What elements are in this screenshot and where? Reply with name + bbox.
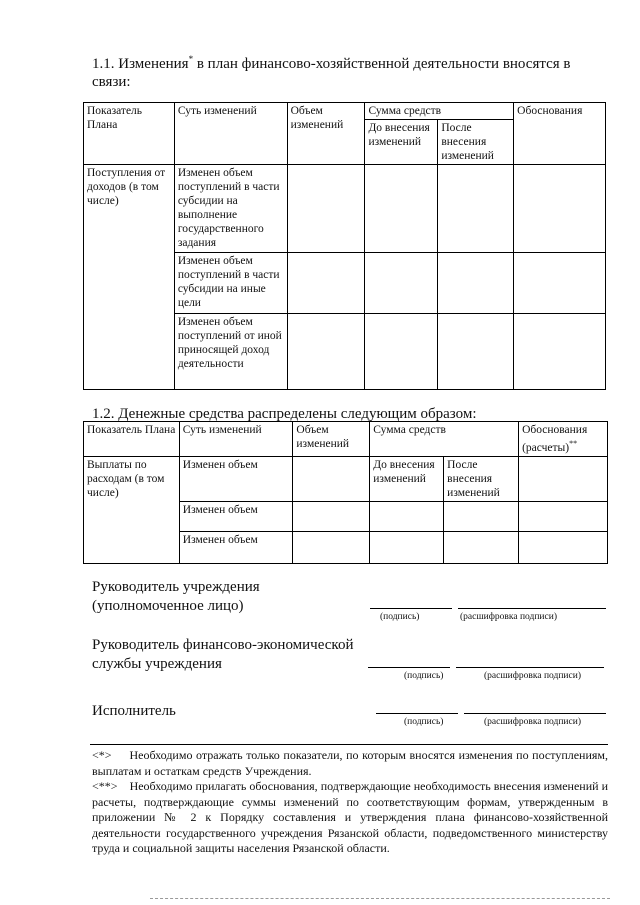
header-volume: Объем изменений xyxy=(287,103,365,165)
executor-decoding-line xyxy=(464,713,606,714)
volume-cell xyxy=(293,456,370,501)
justification-cell xyxy=(514,314,606,390)
change-cell: Изменен объем поступлений в части субсидии на иные цели xyxy=(174,253,287,314)
finance-label-line2: службы учреждения xyxy=(92,656,222,672)
volume-cell xyxy=(287,253,365,314)
after-cell xyxy=(438,165,514,253)
after-cell xyxy=(444,501,519,531)
executor-signature-line xyxy=(376,713,458,714)
section-1-heading xyxy=(92,50,602,91)
change-cell: Изменен объем xyxy=(179,531,293,563)
footnote-double-star-mark: ** xyxy=(569,439,578,448)
before-cell xyxy=(365,314,438,390)
volume-cell xyxy=(293,531,370,563)
justification-cell xyxy=(519,456,608,501)
header-indicator: Показатель Плана xyxy=(84,103,175,165)
executor-decoding-caption: (расшифровка подписи) xyxy=(484,717,581,727)
head-label-line1: Руководитель учреждения xyxy=(92,579,260,595)
after-cell xyxy=(444,531,519,563)
after-cell xyxy=(438,314,514,390)
section-1-heading-line2: связи: xyxy=(92,74,131,90)
change-cell: Изменен объем xyxy=(179,501,293,531)
head-of-institution-label xyxy=(92,578,260,616)
justification-cell xyxy=(514,165,606,253)
header-sum: Сумма средств xyxy=(365,103,514,120)
section-1-heading-prefix: 1.1. Изменения xyxy=(92,56,189,72)
justification-cell xyxy=(514,253,606,314)
finance-label-line1: Руководитель финансово-экономической xyxy=(92,637,354,653)
footnote-2-mark: <**> xyxy=(92,779,118,793)
finance-decoding-line xyxy=(456,667,604,668)
head-signature-line xyxy=(370,608,452,609)
section-2-heading: 1.2. Денежные средства распределены следующим образом: xyxy=(92,406,477,422)
footnote-2-text: Необходимо прилагать обоснования, подтверждающие необходимость внесения изменений и расчеты, подтверждающие суммы изменений по соответствующим формам, утвержденным в приложении № 2 к Порядку составления и утверждения плана финансово-хозяйственной деятельности государственного учреждения Рязанской области, подведомственного министерству труда и социальной защиты населения Рязанской области. xyxy=(92,779,608,855)
row-label-income: Поступления от доходов (в том числе) xyxy=(84,165,175,390)
footnote-1 xyxy=(92,748,608,779)
head-label-line2: (уполномоченное лицо) xyxy=(92,598,244,614)
section-1-heading-rest: в план финансово-хозяйственной деятельности вносятся в xyxy=(196,56,571,72)
volume-cell xyxy=(293,501,370,531)
header-before: До внесения изменений xyxy=(365,120,438,165)
before-cell xyxy=(365,253,438,314)
footnote-1-text: Необходимо отражать только показатели, по которым вносятся изменения по поступлениям, выплатам и остаткам средств Учреждения. xyxy=(92,748,609,778)
footnote-divider xyxy=(90,744,608,745)
justification-cell xyxy=(519,531,608,563)
finance-decoding-caption: (расшифровка подписи) xyxy=(484,671,581,681)
justification-cell xyxy=(519,501,608,531)
header-essence: Суть изменений xyxy=(179,422,293,457)
row-label-expenses: Выплаты по расходам (в том числе) xyxy=(84,456,180,563)
change-cell: Изменен объем xyxy=(179,456,293,501)
before-cell xyxy=(370,531,444,563)
finance-signature-caption: (подпись) xyxy=(404,671,444,681)
head-decoding-caption: (расшифровка подписи) xyxy=(460,612,557,622)
header-justification-cell xyxy=(519,422,608,457)
header-after: После внесения изменений xyxy=(438,120,514,165)
volume-cell xyxy=(287,314,365,390)
header-volume: Объем изменений xyxy=(293,422,370,457)
footnote-star-mark: * xyxy=(188,54,194,64)
header-indicator: Показатель Плана xyxy=(84,422,180,457)
executor-label: Исполнитель xyxy=(92,703,176,719)
table-row xyxy=(84,165,606,253)
header-before: До внесения изменений xyxy=(370,456,444,501)
funds-distribution-table xyxy=(83,421,608,564)
header-sum: Сумма средств xyxy=(370,422,519,457)
head-decoding-line xyxy=(458,608,606,609)
change-cell: Изменен объем поступлений в части субсидии на выполнение государственного задания xyxy=(174,165,287,253)
change-cell: Изменен объем поступлений от иной приносящей доход деятельности xyxy=(174,314,287,390)
changes-plan-table xyxy=(83,102,606,390)
header-essence: Суть изменений xyxy=(174,103,287,165)
footnote-1-mark: <*> xyxy=(92,748,112,762)
finance-signature-line xyxy=(368,667,450,668)
volume-cell xyxy=(287,165,365,253)
head-signature-caption: (подпись) xyxy=(380,612,420,622)
header-after: После внесения изменений xyxy=(444,456,519,501)
finance-head-label xyxy=(92,636,353,674)
footnote-2 xyxy=(92,779,608,857)
table-row xyxy=(84,456,608,501)
executor-signature-caption: (подпись) xyxy=(404,717,444,727)
page-bottom-edge xyxy=(150,898,610,899)
before-cell xyxy=(370,501,444,531)
before-cell xyxy=(365,165,438,253)
after-cell xyxy=(438,253,514,314)
header-justification: Обоснования xyxy=(514,103,606,165)
header-justification: Обоснования (расчеты) xyxy=(522,424,588,454)
